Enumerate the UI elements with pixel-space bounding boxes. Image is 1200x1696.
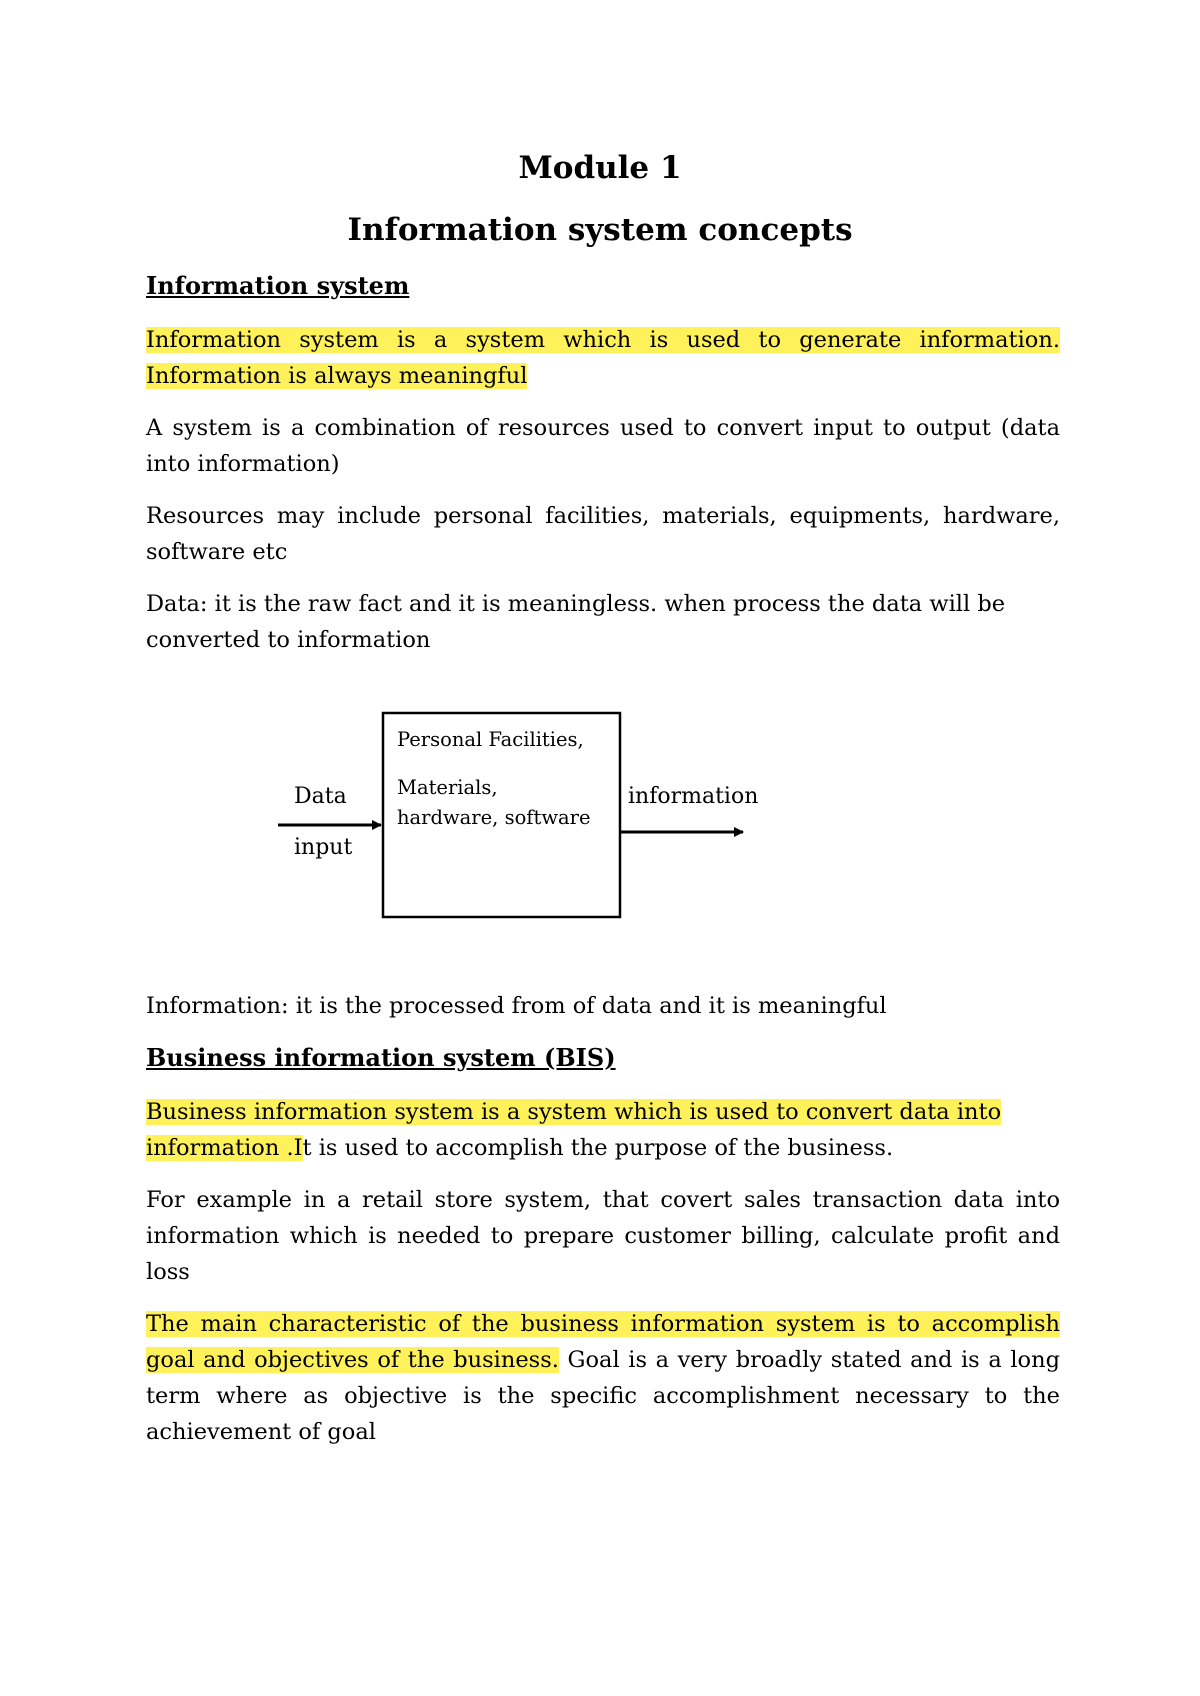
paragraph-resources: Resources may include personal facilities, materials, equipments, hardware, software etc — [146, 503, 1060, 565]
paragraph-is-definition — [146, 322, 1060, 394]
module-title: Module 1 — [518, 150, 682, 186]
highlighted-text: Information system is a system which is used to generate information. Information is always meaningful — [146, 327, 1060, 389]
paragraph-information-definition: Information: it is the processed from of data and it is meaningful — [146, 993, 887, 1019]
highlighted-text: Business information system is a system which is used to convert data into information .I — [146, 1099, 1002, 1161]
paragraph-text: t is used to accomplish the purpose of the business. — [302, 1135, 894, 1161]
process-box-line-3: hardware, software — [397, 806, 591, 829]
paragraph-system-definition: A system is a combination of resources used to convert input to output (data into information) — [146, 415, 1060, 477]
section-heading-bis: Business information system (BIS) — [146, 1043, 616, 1072]
subject-title: Information system concepts — [347, 212, 853, 248]
paragraph-text: Goal is a very broadly stated and is a long term where as objective is the specific accomplishment necessary to the achievement of goal — [146, 1347, 1060, 1445]
input-label-input: input — [294, 835, 353, 860]
input-process-output-diagram — [260, 700, 780, 940]
input-label-data: Data — [294, 784, 347, 809]
paragraph-data-definition: Data: it is the raw fact and it is meaningless. when process the data will be converted to information — [146, 591, 1006, 653]
process-box-line-1: Personal Facilities, — [397, 728, 584, 751]
output-label-information: information — [628, 784, 759, 809]
section-heading-information-system: Information system — [146, 271, 410, 300]
highlighted-text: The main characteristic of the business information system is to accomplish goal and objectives of the business. — [146, 1311, 1060, 1373]
paragraph-bis-definition — [146, 1094, 1060, 1166]
process-box-line-2: Materials, — [397, 776, 498, 799]
paragraph-retail-example: For example in a retail store system, that covert sales transaction data into information which is needed to prepare customer billing, calculate profit and loss — [146, 1187, 1060, 1285]
paragraph-main-characteristic — [146, 1306, 1060, 1450]
